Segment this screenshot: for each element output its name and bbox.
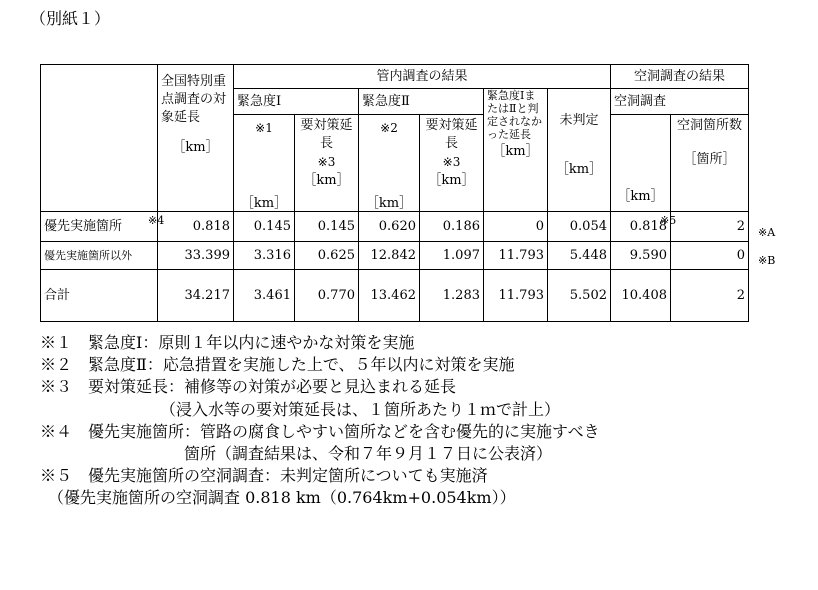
footnote: ※２ 緊急度Ⅱ：応急措置を実施した上で、５年以内に対策を実施 — [40, 355, 515, 375]
table-cell: 1.283 — [420, 270, 484, 322]
table-cell: 2 — [671, 270, 749, 322]
table-cell: 0 — [671, 242, 749, 270]
table-cell: 3.461 — [234, 270, 295, 322]
table-cell: 0.818 — [611, 212, 671, 242]
table-cell: 5.448 — [548, 242, 611, 270]
table-cell: 11.793 — [484, 242, 548, 270]
table-cell: 0.818 — [158, 212, 234, 242]
table-cell: 13.462 — [359, 270, 420, 322]
header-cavity-count: 空洞箇所数 ［箇所］ — [671, 115, 749, 212]
corner-cell — [41, 65, 158, 212]
footnote: 箇所（調査結果は、令和７年９月１７日に公表済） — [40, 444, 553, 464]
table-cell: 12.842 — [359, 242, 420, 270]
table-cell: 0.625 — [295, 242, 359, 270]
table-cell: 34.217 — [158, 270, 234, 322]
header-undetermined: 未判定 ［km］ — [548, 89, 611, 212]
table-cell: 33.399 — [158, 242, 234, 270]
row-label: 優先実施箇所 — [41, 212, 158, 242]
row-label: 優先実施箇所以外 — [41, 242, 158, 270]
header-countermeasure-b: 要対策延長 ※3 ［km］ — [420, 115, 484, 212]
header-kudou-group: 空洞調査の結果 — [611, 65, 749, 89]
side-mark-a: ※A — [758, 226, 776, 239]
results-table — [40, 64, 749, 322]
table-row — [41, 270, 749, 322]
header-kanai-group: 管内調査の結果 — [234, 65, 611, 89]
footnotes — [40, 332, 600, 510]
table-cell: 0.145 — [295, 212, 359, 242]
header-cavity-length: ［km］ — [611, 115, 671, 212]
table-cell: 9.590 — [611, 242, 671, 270]
header-cavity-survey: 空洞調査 — [611, 89, 749, 115]
table-cell: 1.097 — [420, 242, 484, 270]
footnote: ※４ 優先実施箇所：管路の腐食しやすい箇所などを含む優先的に実施すべき — [40, 421, 600, 441]
table-row — [41, 242, 749, 270]
side-mark-b: ※B — [758, 254, 776, 267]
header-urgency1: 緊急度Ⅰ — [234, 89, 359, 115]
header-not-judged: 緊急度ⅠまたはⅡと判定されなかった延長 ［km］ — [484, 89, 548, 212]
table-cell: 0.186 — [420, 212, 484, 242]
header-urgency1-length: ※1 ［km］ — [234, 115, 295, 212]
table-cell: 5.502 — [548, 270, 611, 322]
table-cell: 0.770 — [295, 270, 359, 322]
footnote: ※１ 緊急度Ⅰ：原則１年以内に速やかな対策を実施 — [40, 333, 415, 352]
table-cell: 0 — [484, 212, 548, 242]
table-cell: 11.793 — [484, 270, 548, 322]
table-cell: 10.408 — [611, 270, 671, 322]
header-target-length: 全国特別重点調査の対象延長 ［km］ — [158, 65, 234, 212]
footnote: ※３ 要対策延長：補修等の対策が必要と見込まれる延長 — [40, 377, 457, 397]
row-label: 合計 — [41, 270, 158, 322]
note-mark-4: ※4 — [148, 214, 165, 227]
footnote: ※５ 優先実施箇所の空洞調査：未判定箇所についても実施済 — [40, 466, 488, 486]
header-urgency2-length: ※2 ［km］ — [359, 115, 420, 212]
footnote: （浸入水等の要対策延長は、１箇所あたり１ｍで計上） — [40, 399, 561, 419]
table-cell: 0.054 — [548, 212, 611, 242]
page-title: （別紙１） — [30, 9, 111, 28]
header-urgency2: 緊急度Ⅱ — [359, 89, 484, 115]
table-cell: 0.620 — [359, 212, 420, 242]
note-mark-5: ※5 — [660, 214, 677, 227]
table-cell: 3.316 — [234, 242, 295, 270]
table-row — [41, 212, 749, 242]
header-countermeasure-a: 要対策延長 ※3 ［km］ — [295, 115, 359, 212]
table-cell: 2 — [671, 212, 749, 242]
footnote: （優先実施箇所の空洞調査 0.818 km（0.764km+0.054km）） — [40, 488, 516, 508]
table-cell: 0.145 — [234, 212, 295, 242]
